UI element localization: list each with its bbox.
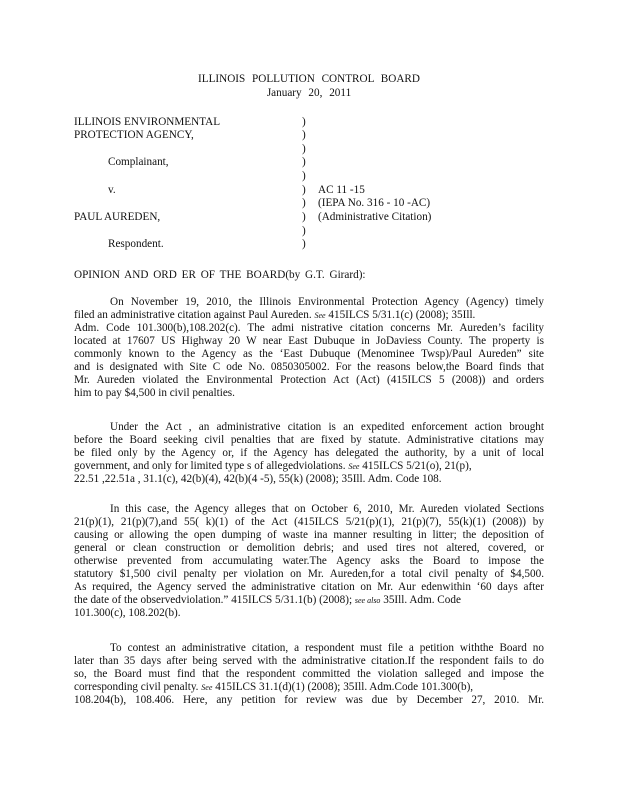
case-number: AC 11 -15 (318, 184, 365, 196)
paragraph-1 (74, 296, 544, 400)
caption-paren: ) (302, 238, 306, 250)
paragraph-line: corresponding civil penalty. See 415ILCS 31.1(d)(1) (2008); 35Ill. Adm.Code 101.300(b), (74, 681, 474, 693)
paragraph-line: and is designated with Site C ode No. 0850305002. For the reasons below,the Board finds that (74, 361, 544, 373)
caption-paren: ) (302, 184, 306, 196)
paragraph-line: 22.51 ,22.51a , 31.1(c), 42(b)(4), 42(b)(4 -5), 55(k) (2008); 35Ill. Adm. Code 108. (74, 473, 442, 485)
caption-paren: ) (302, 170, 306, 182)
paragraph-line: statutory $1,500 civil penalty per violation on Mr. Aureden,for a total civil penalty of $4,500. (74, 568, 544, 580)
paragraph-line: located at 17607 US Highway 20 W near East Dubuque in JoDaviess County. The property is (74, 335, 544, 347)
caption-paren: ) (302, 197, 306, 209)
paragraph-line: On November 19, 2010, the Illinois Environmental Protection Agency (Agency) timely (110, 296, 544, 308)
paragraph-line: commonly known to the Agency as the ‘East Dubuque (Menominee Twsp)/Paul Aureden” site (74, 348, 544, 360)
paragraph-3 (74, 503, 544, 620)
respondent-name: PAUL AUREDEN, (74, 211, 161, 223)
opinion-title: OPINION AND ORD ER OF THE BOARD(by G.T. Girard): (74, 269, 366, 281)
citation-signal: See (314, 311, 326, 320)
paragraph-line: Adm. Code 101.300(b),108.202(c). The admi nistrative citation concerns Mr. Aureden’s facility (74, 322, 544, 334)
complainant-name-line1: ILLINOIS ENVIRONMENTAL (74, 116, 221, 128)
paragraph-line: before the Board seeking civil penalties that are fixed by statute. Administrative citations may (74, 434, 544, 446)
paragraph-line: general or clean construction or demolition debris; and used tires not altered, covered, or (74, 542, 544, 554)
citation-signal: see also (354, 596, 381, 605)
paragraph-line: To contest an administrative citation, a respondent must file a petition withthe Board no (110, 642, 544, 654)
paragraph-line: the date of the observedviolation.” 415ILCS 5/31.1(b) (2008); see also 35Ill. Adm. Code (74, 594, 461, 606)
respondent-role: Respondent. (108, 238, 164, 250)
complainant-name-line2: PROTECTION AGENCY, (74, 129, 194, 141)
versus-label: v. (108, 184, 116, 196)
paragraph-line: filed an administrative citation against Paul Aureden. See 415ILCS 5/31.1(c) (2008); 35Ill. (74, 309, 476, 321)
paragraph-line: later than 35 days after being served with the administrative citation.If the respondent fails to do (74, 655, 544, 667)
citation-signal: See (201, 683, 213, 692)
paragraph-line: him to pay $4,500 in civil penalties. (74, 387, 235, 399)
paragraph-line: 21(p)(1), 21(p)(7),and 55( k)(1) of the Act (415ILCS 5/21(p)(1), 21(p)(7), 55(k)(1) (2008)) by (74, 516, 544, 528)
complainant-role: Complainant, (108, 156, 169, 168)
iepa-number: (IEPA No. 316 - 10 -AC) (318, 197, 431, 209)
decision-date: January 20, 2011 (266, 87, 352, 99)
caption-paren: ) (302, 225, 306, 237)
paragraph-4 (74, 642, 544, 707)
paragraph-line: Under the Act , an administrative citation is an expedited enforcement action brought (110, 421, 544, 433)
paragraph-line: otherwise prevented from accumulating water.The Agency asks the Board to impose the (74, 555, 544, 567)
paragraph-line: so, the Board must find that the respondent committed the violation salleged and impose the (74, 668, 544, 680)
paragraph-2 (74, 421, 544, 486)
case-caption (74, 116, 544, 256)
caption-paren: ) (302, 129, 306, 141)
caption-paren: ) (302, 116, 306, 128)
paragraph-line: be filed only by the Agency or, if the Agency has delegated the authority, by a unit of local (74, 447, 544, 459)
citation-signal: See (348, 462, 360, 471)
board-name-heading: ILLINOIS POLLUTION CONTROL BOARD (198, 73, 420, 85)
caption-paren: ) (302, 156, 306, 168)
paragraph-line: government, and only for limited type s of allegedviolations. See 415ILCS 5/21(o), 21(p), (74, 460, 472, 472)
caption-paren: ) (302, 211, 306, 223)
paragraph-line: Mr. Aureden violated the Environmental Protection Act (Act) (415ILCS 5 (2008)) and orders (74, 374, 544, 386)
paragraph-line: 108.204(b), 108.406. Here, any petition for review was due by December 27, 2010. Mr. (74, 694, 544, 706)
caption-paren: ) (302, 143, 306, 155)
case-type: (Administrative Citation) (318, 211, 432, 223)
paragraph-line: causing or allowing the open dumping of waste ina manner resulting in litter; the deposition of (74, 529, 544, 541)
paragraph-line: As required, the Agency served the administrative citation on Mr. Aur edenwithin ‘60 days after (74, 581, 544, 593)
paragraph-line: 101.300(c), 108.202(b). (74, 607, 181, 619)
paragraph-line: In this case, the Agency alleges that on October 6, 2010, Mr. Aureden violated Sections (110, 503, 544, 515)
